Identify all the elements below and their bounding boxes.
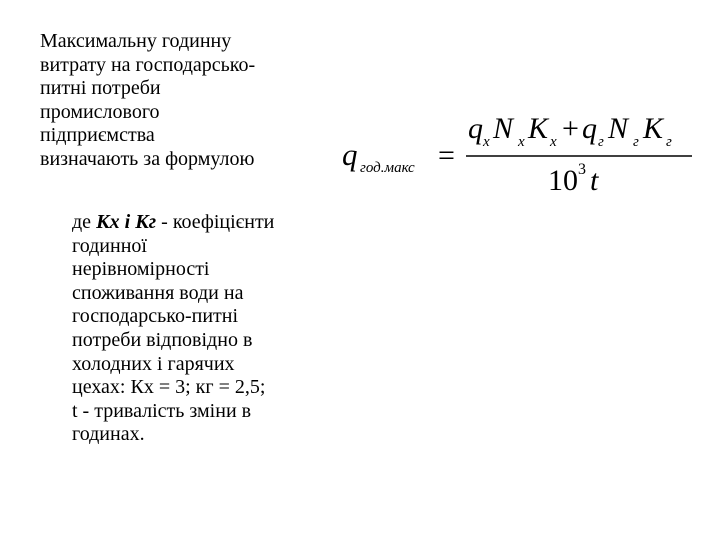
num-q1: q — [468, 112, 483, 145]
intro-line: підприємства — [40, 124, 155, 147]
den-var: t — [590, 164, 599, 197]
formula — [340, 110, 700, 200]
num-sub-x3: x — [550, 134, 557, 150]
explanation-line: годинної — [72, 234, 147, 257]
kx-symbol: Кх — [96, 211, 120, 233]
formula-svg — [340, 110, 700, 200]
intro-line: питні потреби — [40, 77, 161, 100]
explanation-line: нерівномірності — [72, 258, 210, 281]
num-sub-g1: г — [598, 134, 604, 150]
num-K1: K — [528, 112, 549, 145]
intro-line: Максимальну годинну — [40, 30, 232, 52]
intro-line: промислового — [40, 100, 160, 123]
equals-sign: = — [438, 139, 455, 172]
intro-line: витрату на господарсько- — [40, 53, 256, 76]
num-sub-x1: x — [483, 134, 490, 150]
explanation-line: споживання води на — [72, 281, 244, 304]
explanation-line: годинах. — [72, 423, 145, 446]
num-N2: N — [608, 112, 629, 145]
explanation-prefix: де — [72, 211, 97, 233]
explanation-suffix: - коефіцієнти — [156, 211, 275, 233]
explanation-line: потреби відповідно в — [72, 328, 253, 351]
num-sub-g3: г — [666, 134, 672, 150]
num-sub-g2: г — [633, 134, 639, 150]
explanation-line: цехах: Кх = 3; кг = 2,5; — [72, 376, 266, 399]
lhs-subscript: год.макс — [360, 160, 415, 176]
explanation-line: холодних і гарячих — [72, 352, 235, 375]
num-sub-x2: x — [518, 134, 525, 150]
explanation-line: господарсько-питні — [72, 305, 239, 328]
explanation-paragraph — [72, 211, 337, 447]
kg-symbol: Кг — [135, 211, 157, 233]
num-N1: N — [493, 112, 514, 145]
num-K2: K — [643, 112, 664, 145]
explanation-line: t - тривалість зміни в — [72, 399, 252, 422]
conjunction: і — [119, 211, 136, 233]
den-base: 10 — [548, 164, 578, 197]
intro-paragraph — [40, 30, 372, 172]
den-exponent: 3 — [578, 161, 586, 178]
num-plus: + — [562, 112, 579, 145]
lhs-symbol: q — [342, 137, 358, 172]
intro-line: визначають за формулою — [40, 147, 255, 170]
num-q2: q — [582, 112, 597, 145]
explanation-first-line — [72, 211, 337, 235]
